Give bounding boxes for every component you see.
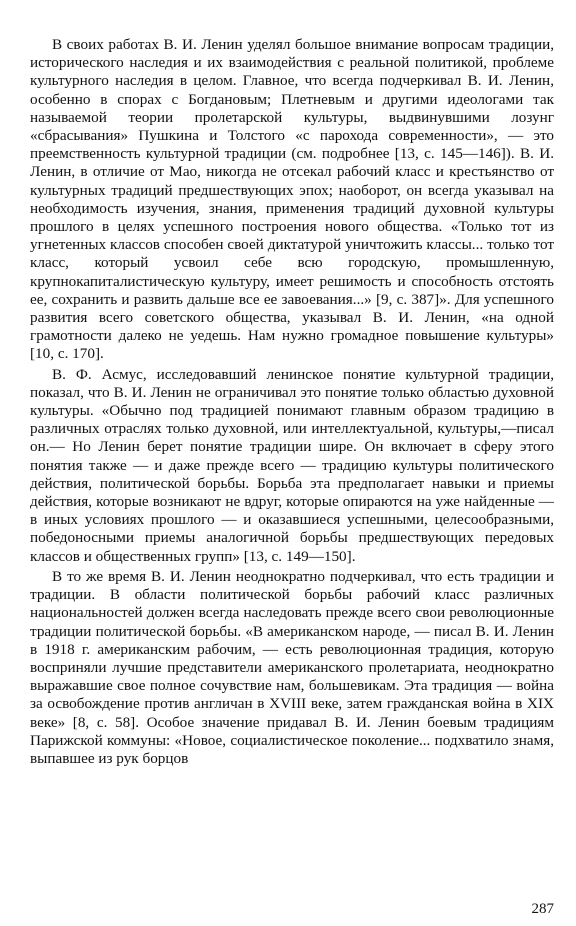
paragraph-2: В. Ф. Асмус, исследовавший ленинское понятие культурной традиции, показал, что В. И. Ленин не ограничивал это понятие только областью духовной культуры. «Обычно под традицией понимают главным образом традицию в различных отраслях только духовной, или интеллектуальной, культуры,—писал он.— Но Ленин берет понятие традиции шире. Он включает в сферу этого понятия также — и даже прежде всего — традицию культуры политического действия, политической борьбы. Борьба эта предполагает навыки и приемы действия, которые возникают не вдруг, которые опираются на уже найденные — в иных условиях прошлого — и оказавшиеся успешными, целесообразными, победоносными приемы аналогичной борьбы предшествующих передовых классов и общественных групп» [13, с. 149—150].	[30, 365, 554, 565]
page-number: 287	[531, 901, 554, 917]
paragraph-1: В своих работах В. И. Ленин уделял большое внимание вопросам традиции, исторического наследия и их взаимодействия с реальной политикой, проблеме культурного наследия в целом. Главное, что всегда подчеркивал В. И. Ленин, особенно в спорах с Богдановым; Плетневым и другими идеологами так называемой теории пролетарской культуры, выдвинувшими лозунг «сбрасывания» Пушкина и Толстого «с парохода современности», — это преемственность культурной традиции (см. подробнее [13, с. 145—146]). В. И. Ленин, в отличие от Мао, никогда не отсекал рабочий класс и крестьянство от культурных традиций предшествующих эпох; наоборот, он всегда указывал на необходимость изучения, знания, применения традиций духовной культуры прошлого в целях успешного построения нового общества. «Только тот из угнетенных классов способен своей диктатурой уничтожить классы... только тот класс, который усвоил себе всю городскую, промышленную, крупнокапиталистическую культуру, имеет решимость и способность отстоять ее, сохранить и развить дальше все ее завоевания...» [9, с. 387]». Для успешного развития всего советского общества, указывал В. И. Ленин, «на одной грамотности далеко не уедешь. Нам нужно громадное повышение культуры» [10, с. 170].	[30, 36, 554, 363]
body-text	[30, 36, 554, 768]
paragraph-3: В то же время В. И. Ленин неоднократно подчеркивал, что есть традиции и традиции. В области политической борьбы рабочий класс различных национальностей должен всегда наследовать прежде всего свои революционные традиции политической борьбы. «В американском народе, — писал В. И. Ленин в 1918 г. американским рабочим, — есть революционная традиция, которую восприняли лучшие представители американского пролетариата, неоднократно выражавшие свое полное сочувствие нам, большевикам. Эта традиция — война за освобождение против англичан в XVIII веке, затем гражданская война в XIX веке» [8, с. 58]. Особое значение придавал В. И. Ленин боевым традициям Парижской коммуны: «Новое, социалистическое поколение... подхватило знамя, выпавшее из рук борцов	[30, 567, 554, 767]
